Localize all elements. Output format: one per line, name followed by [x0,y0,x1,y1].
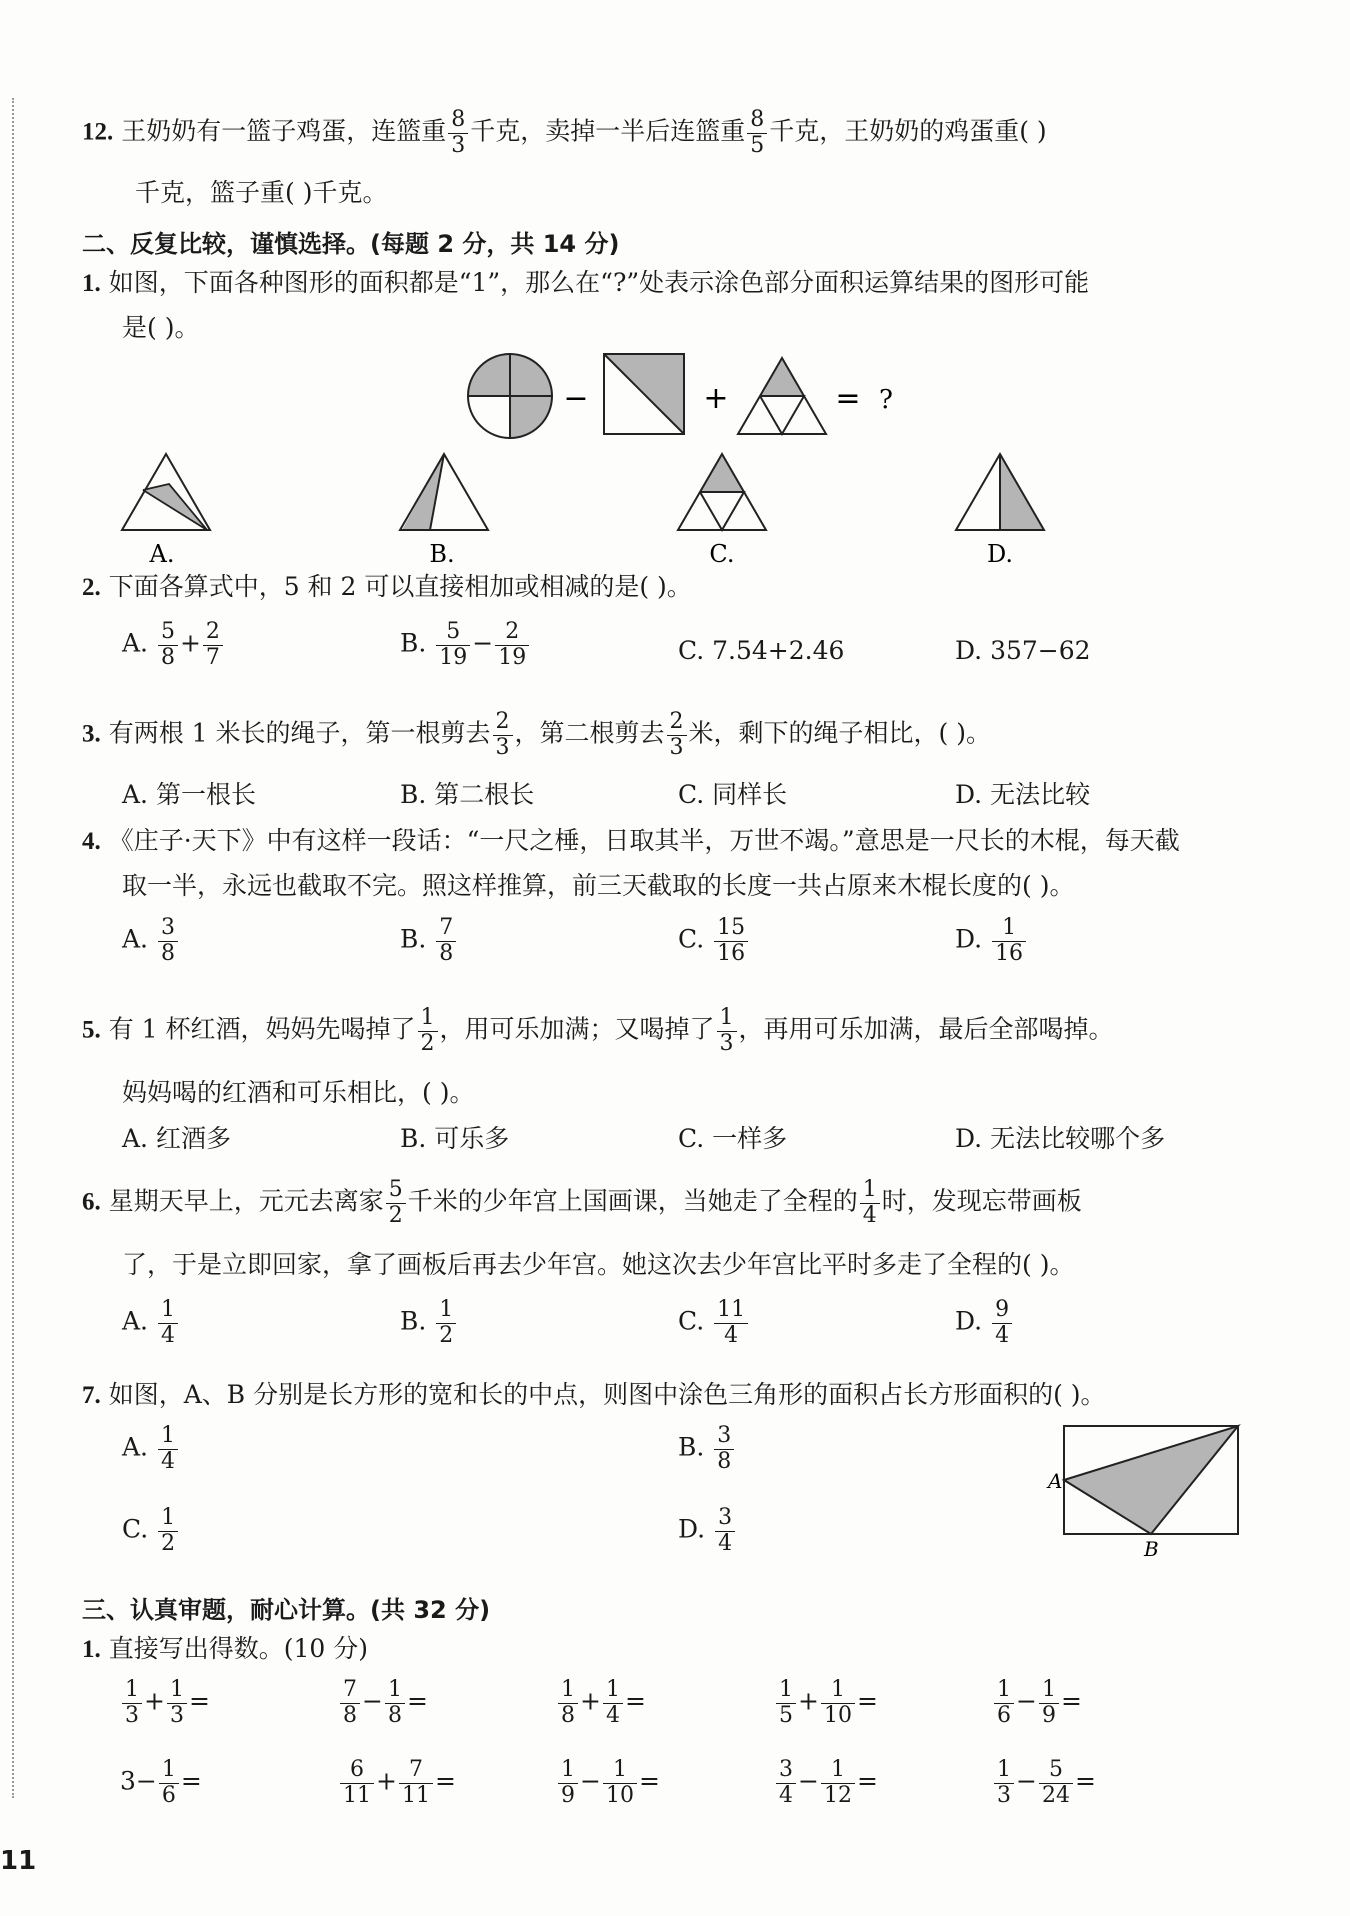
calc-item[interactable]: $\frac{1}{6}$ − $\frac{1}{9}$ = [992,1678,1082,1728]
q6-option-c[interactable]: C. $\frac{11}{4}$ [678,1298,750,1348]
section-title: 二、反复比较，谨慎选择。(每题 2 分，共 14 分) [82,230,620,258]
fraction: $\frac{2}{19}$ [495,620,529,670]
question-number: 3. [82,720,101,748]
calc-item[interactable]: $\frac{1}{3}$ + $\frac{1}{3}$ = [120,1678,210,1728]
fraction: $\frac{1}{3}$ [717,1006,737,1056]
q4-option-b[interactable]: B. $\frac{7}{8}$ [400,916,458,966]
question-text: ，第二根剪去 [514,718,665,748]
calc-item[interactable]: $\frac{3}{4}$ − $\frac{1}{12}$ = [774,1758,878,1808]
square-figure [604,354,684,434]
calc-item[interactable]: $\frac{1}{5}$ + $\frac{1}{10}$ = [774,1678,878,1728]
calc-item[interactable]: 3− $\frac{1}{6}$ = [120,1757,202,1808]
fraction: $\frac{5}{19}$ [436,620,470,670]
option-d-label: D. [986,540,1014,568]
calc-item[interactable]: $\frac{1}{3}$ − $\frac{5}{24}$ = [992,1758,1096,1808]
q5-option-d[interactable]: D. 无法比较哪个多 [955,1124,1166,1153]
area-expression-figure [0,350,1350,450]
question-number: 12. [82,118,114,146]
question-5-line2: 妈妈喝的红酒和可乐相比，( )。 [122,1078,475,1107]
calc-item[interactable]: $\frac{1}{9}$ − $\frac{1}{10}$ = [556,1758,660,1808]
question-7 [82,1382,1106,1408]
question-number: 1. [82,270,101,297]
question-text: ，再用可乐加满，最后全部喝掉。 [738,1014,1114,1044]
question-4 [82,828,1180,854]
question-12-line2: 千克，篮子重( )千克。 [135,178,388,207]
q4-option-a[interactable]: A. $\frac{3}{8}$ [122,916,180,966]
fraction: $\frac{5}{2}$ [386,1178,406,1228]
q5-option-b[interactable]: B. 可乐多 [400,1124,510,1153]
q6-option-b[interactable]: B. $\frac{1}{2}$ [400,1298,458,1348]
option-a-label: A. [149,540,175,568]
question-text: 星期天早上，元元去离家 [108,1186,384,1216]
fraction: $\frac{1}{4}$ [860,1178,880,1228]
q5-option-c[interactable]: C. 一样多 [678,1124,788,1153]
section-title: 三、认真审题，耐心计算。(共 32 分) [82,1596,491,1624]
q2-option-d[interactable]: D. 357−62 [955,636,1091,665]
rectangle-triangle-figure [1040,1420,1260,1560]
option-a-figure [122,454,210,568]
option-c-label: C. [709,540,735,568]
question-6 [82,1178,1082,1228]
question-text: 千克，王奶奶的鸡蛋重( ) [769,116,1047,146]
equals-sign: = [835,381,861,416]
question-text: 王奶奶有一篮子鸡蛋，连篮重 [121,116,447,146]
calc-item[interactable]: $\frac{7}{8}$ − $\frac{1}{8}$ = [338,1678,428,1728]
question-text: 有两根 1 米长的绳子，第一根剪去 [108,718,491,748]
q2-option-c[interactable]: C. 7.54+2.46 [678,636,845,665]
question-3 [82,710,991,760]
q6-option-d[interactable]: D. $\frac{9}{4}$ [955,1298,1014,1348]
question-text: 千克，卖掉一半后连篮重 [470,116,746,146]
question-1 [82,270,1089,296]
q4-option-c[interactable]: C. $\frac{15}{16}$ [678,916,750,966]
q7-option-d[interactable]: D. $\frac{3}{4}$ [678,1506,737,1556]
q7-option-a[interactable]: A. $\frac{1}{4}$ [122,1424,180,1474]
triangle-figure [738,358,826,434]
minus-sign: − [563,381,589,416]
q2-option-b[interactable]: B. $\frac{5}{19}$ − $\frac{2}{19}$ [400,620,531,670]
plus-sign: + [703,381,729,416]
calc-item[interactable]: $\frac{6}{11}$ + $\frac{7}{11}$ = [338,1758,456,1808]
question-text: ，用可乐加满；又喝掉了 [439,1014,715,1044]
q3-option-a[interactable]: A. 第一根长 [122,780,256,809]
q3-option-b[interactable]: B. 第二根长 [400,780,535,809]
question-1-line2: 是( )。 [122,313,200,342]
q2-option-a[interactable]: A. $\frac{5}{8}$ + $\frac{2}{7}$ [122,620,225,670]
option-d-figure [956,454,1044,568]
question-text: 如图，下面各种图形的面积都是“1”，那么在“?”处表示涂色部分面积运算结果的图形可能 [108,268,1090,297]
question-text: 《庄子·天下》中有这样一段话：“一尺之棰，日取其半，万世不竭。”意思是一尺长的木棍，每天截 [108,826,1180,855]
q7-option-c[interactable]: C. $\frac{1}{2}$ [122,1506,180,1556]
circle-figure [468,354,552,438]
question-text: 如图，A、B 分别是长方形的宽和长的中点，则图中涂色三角形的面积占长方形面积的( )。 [108,1380,1106,1409]
option-b-figure [400,454,488,568]
question-number: 7. [82,1382,101,1409]
question-5 [82,1006,1114,1056]
point-b-label: B [1144,1537,1159,1560]
fraction: $\frac{2}{3}$ [667,710,687,760]
option-c-figure [678,454,766,568]
question-number: 2. [82,574,101,601]
q3-option-d[interactable]: D. 无法比较 [955,780,1091,809]
option-b-label: B. [429,540,455,568]
question-number: 5. [82,1016,101,1044]
q4-option-d[interactable]: D. $\frac{1}{16}$ [955,916,1028,966]
question-number: 4. [82,828,101,855]
question-number: 1. [82,1636,101,1663]
page-number: 11 [0,1846,37,1876]
option-figures [0,448,1350,568]
fraction: $\frac{5}{8}$ [158,620,178,670]
question-text: 下面各算式中，5 和 2 可以直接相加或相减的是( )。 [108,572,692,601]
fraction: $\frac{8}{5}$ [747,108,767,158]
question-text: 时，发现忘带画板 [881,1186,1082,1216]
question-6-line2: 了，于是立即回家，拿了画板后再去少年宫。她这次去少年宫比平时多走了全程的( )。 [122,1250,1075,1279]
q7-option-b[interactable]: B. $\frac{3}{8}$ [678,1424,736,1474]
question-mark: ? [879,385,893,415]
question-text: 千米的少年宫上国画课，当她走了全程的 [407,1186,858,1216]
question-4-line2: 取一半，永远也截取不完。照这样推算，前三天截取的长度一共占原来木棍长度的( )。 [122,871,1075,900]
question-12 [82,108,1047,158]
q5-option-a[interactable]: A. 红酒多 [122,1124,231,1153]
question-number: 6. [82,1188,101,1216]
point-a-label: A [1048,1469,1063,1493]
question-text: 有 1 杯红酒，妈妈先喝掉了 [108,1014,416,1044]
question-2 [82,574,692,600]
question-text: 米，剩下的绳子相比，( )。 [688,718,991,748]
q3-option-c[interactable]: C. 同样长 [678,780,788,809]
fraction: $\frac{8}{3}$ [448,108,468,158]
fraction: $\frac{1}{2}$ [418,1006,438,1056]
q6-option-a[interactable]: A. $\frac{1}{4}$ [122,1298,180,1348]
calc-item[interactable]: $\frac{1}{8}$ + $\frac{1}{4}$ = [556,1678,646,1728]
fraction: $\frac{2}{7}$ [203,620,223,670]
calc-question-1 [82,1636,368,1662]
question-text: 直接写出得数。(10 分) [108,1634,368,1663]
fraction: $\frac{2}{3}$ [493,710,513,760]
